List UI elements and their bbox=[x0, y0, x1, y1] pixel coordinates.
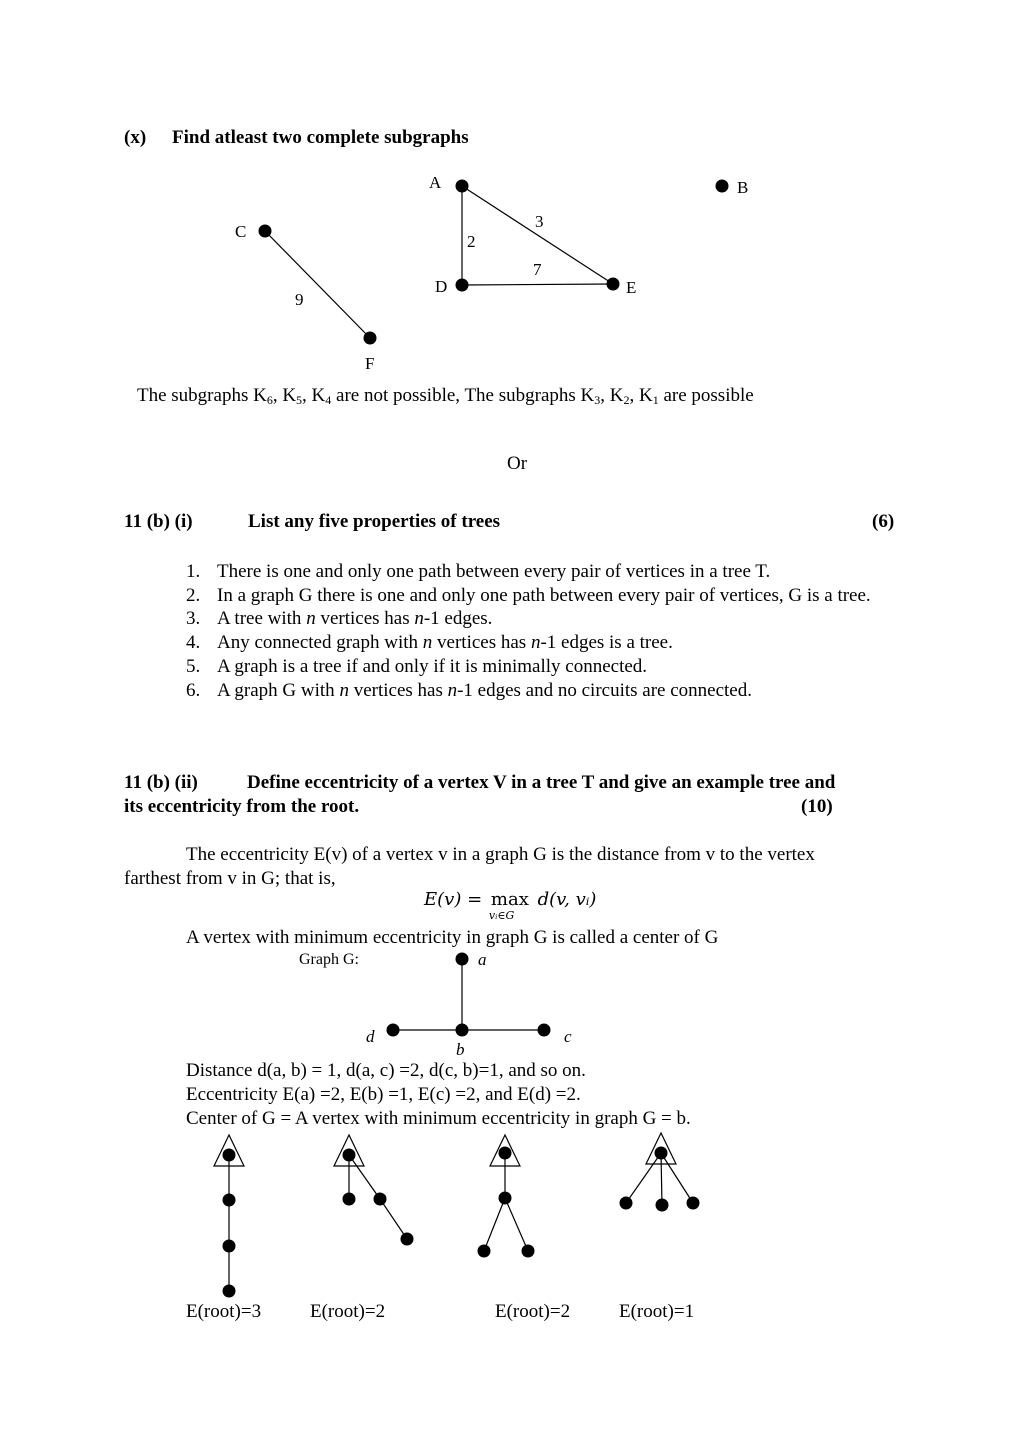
list-item: 3. A tree with n vertices has n-1 edges. bbox=[186, 608, 493, 630]
question-x-title: Find atleast two complete subgraphs bbox=[172, 127, 469, 148]
list-item: 5. A graph is a tree if and only if it is minimally connected. bbox=[186, 655, 648, 677]
question-x-label: (x) bbox=[124, 127, 147, 148]
graph-g-label-b: b bbox=[456, 1040, 465, 1059]
definition-line2: farthest from v in G; that is, bbox=[124, 868, 336, 889]
tree-example-2 bbox=[334, 1135, 414, 1246]
tree-example-4 bbox=[620, 1133, 700, 1212]
tree-example-1 bbox=[214, 1135, 244, 1298]
vertex-a bbox=[456, 180, 469, 193]
tree-caption-3: E(root)=2 bbox=[495, 1301, 571, 1322]
weight-de: 7 bbox=[533, 260, 542, 279]
distance-line: Distance d(a, b) = 1, d(a, c) =2, d(c, b)=1, and so on. bbox=[186, 1060, 586, 1081]
weight-ad: 2 bbox=[467, 232, 476, 251]
vertex-b bbox=[716, 180, 729, 193]
definition-line1: The eccentricity E(v) of a vertex v in a graph G is the distance from v to the vertex bbox=[186, 844, 815, 865]
graph-g-vertex-c bbox=[538, 1024, 551, 1037]
tree-caption-4: E(root)=1 bbox=[619, 1301, 695, 1322]
list-item: 6. A graph G with n vertices has n-1 edges and no circuits are connected. bbox=[186, 679, 752, 701]
graph-g-vertex-b bbox=[456, 1024, 469, 1037]
list-item: 4. Any connected graph with n vertices has n-1 edges is a tree. bbox=[186, 632, 673, 654]
graph-g-vertex-d bbox=[387, 1024, 400, 1037]
question-11b-ii-title-line2: its eccentricity from the root. bbox=[124, 796, 360, 817]
question-11b-ii-label: 11 (b) (ii) bbox=[124, 772, 198, 793]
graph-g-vertex-a bbox=[456, 953, 469, 966]
vertex-d bbox=[456, 279, 469, 292]
tree-example-3 bbox=[478, 1135, 535, 1258]
vertex-label-b: B bbox=[737, 178, 749, 197]
vertex-label-e: E bbox=[626, 278, 637, 297]
eccentricity-line: Eccentricity E(a) =2, E(b) =1, E(c) =2, and E(d) =2. bbox=[186, 1084, 581, 1105]
question-11b-i-title: List any five properties of trees bbox=[248, 511, 501, 532]
eccentricity-formula: E(v) = max vᵢ∈G d(v, vᵢ) bbox=[424, 889, 597, 922]
tree-caption-1: E(root)=3 bbox=[186, 1301, 262, 1322]
list-item: 2. In a graph G there is one and only one path between every pair of vertices, G is a tree. bbox=[186, 584, 871, 606]
graph-g-label-d: d bbox=[366, 1027, 375, 1046]
question-11b-i-label: 11 (b) (i) bbox=[124, 511, 193, 532]
graph-g-label-a: a bbox=[478, 950, 487, 969]
edge-cf bbox=[265, 231, 370, 338]
center-line: Center of G = A vertex with minimum eccentricity in graph G = b. bbox=[186, 1108, 691, 1129]
tree-properties-list bbox=[186, 560, 902, 702]
subgraph-conclusion: The subgraphs $K_6$, $K_5$, $K_4$ are not possible, The subgraphs $K_3$, $K_2$, $K_1$ are possible bbox=[137, 385, 754, 407]
question-11b-i-marks: (6) bbox=[872, 511, 895, 532]
edge-de bbox=[462, 284, 613, 285]
question-11b-ii-title-line1: Define eccentricity of a vertex V in a tree T and give an example tree and bbox=[247, 772, 836, 793]
vertex-e bbox=[607, 278, 620, 291]
graph-g-label: Graph G: bbox=[299, 951, 359, 968]
or-divider: Or bbox=[507, 453, 528, 474]
vertex-label-a: A bbox=[429, 173, 442, 192]
complete-subgraph-figure bbox=[235, 173, 748, 373]
graph-g-label-c: c bbox=[564, 1027, 572, 1046]
vertex-c bbox=[259, 225, 272, 238]
vertex-label-d: D bbox=[435, 277, 448, 296]
weight-cf: 9 bbox=[295, 290, 304, 309]
list-item: 1. There is one and only one path between every pair of vertices in a tree T. bbox=[186, 561, 771, 582]
vertex-f bbox=[364, 332, 377, 345]
vertex-label-f: F bbox=[365, 354, 375, 373]
vertex-label-c: C bbox=[235, 222, 247, 241]
question-11b-ii-marks: (10) bbox=[801, 796, 833, 817]
center-definition: A vertex with minimum eccentricity in graph G is called a center of G bbox=[186, 927, 719, 948]
tree-caption-2: E(root)=2 bbox=[310, 1301, 386, 1322]
weight-ae: 3 bbox=[535, 212, 544, 231]
graph-g-figure bbox=[366, 950, 572, 1059]
